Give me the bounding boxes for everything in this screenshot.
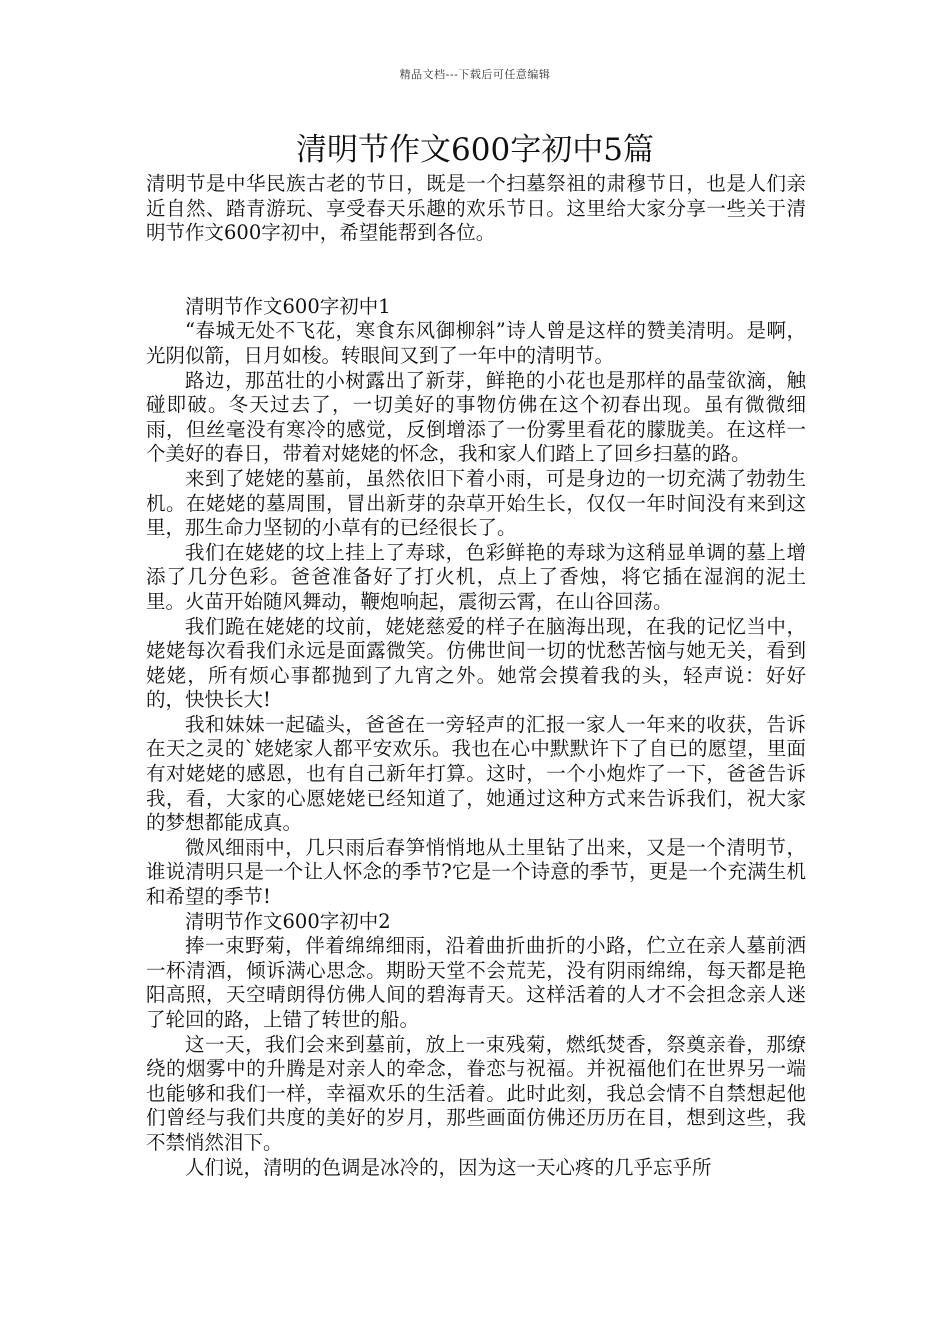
essay-2-paragraph: 人们说，清明的色调是冰冷的，因为这一天心疼的几乎忘乎所 xyxy=(185,1155,712,1179)
document-body xyxy=(146,172,806,1180)
section-gap xyxy=(146,246,806,295)
intro-paragraph: 清明节是中华民族古老的节日，既是一个扫墓祭祖的肃穆节日，也是人们亲近自然、踏青游玩、享受春天乐趣的欢乐节日。这里给大家分享一些关于清明节作文600字初中，希望能帮到各位。 xyxy=(146,172,806,245)
essay-1-paragraph: 微风细雨中，几只雨后春笋悄悄地从土里钻了出来，又是一个清明节，谁说清明只是一个让人怀念的季节?它是一个诗意的季节，更是一个充满生机和希望的季节! xyxy=(146,835,806,909)
essay-2-heading: 清明节作文600字初中2 xyxy=(185,909,391,933)
essay-1-paragraph: “春城无处不飞花，寒食东风御柳斜”诗人曾是这样的赞美清明。是啊，光阴似箭，日月如梭。转眼间又到了一年中的清明节。 xyxy=(146,319,806,367)
essay-1-paragraph: 来到了姥姥的墓前，虽然依旧下着小雨，可是身边的一切充满了勃勃生机。在姥姥的墓周围，冒出新芽的杂草开始生长，仅仅一年时间没有来到这里，那生命力坚韧的小草有的已经很长了。 xyxy=(146,466,806,540)
header-note: 精品文档---下载后可任意编辑 xyxy=(399,68,551,81)
essay-1-paragraph: 我们跪在姥姥的坟前，姥姥慈爱的样子在脑海出现，在我的记忆当中，姥姥每次看我们永远是面露微笑。仿佛世间一切的忧愁苦恼与她无关，看到姥姥，所有烦心事都抛到了九宵之外。她常会摸着我的头，轻声说：好好的，快快长大! xyxy=(146,614,806,712)
essay-2-paragraph: 这一天，我们会来到墓前，放上一束残菊，燃纸焚香，祭奠亲眷，那缭绕的烟雾中的升腾是对亲人的牵念，眷恋与祝福。并祝福他们在世界另一端也能够和我们一样，幸福欢乐的生活着。此时此刻，我总会情不自禁想起他们曾经与我们共度的美好的岁月，那些画面仿佛还历历在目，想到这些，我不禁悄然泪下。 xyxy=(146,1032,806,1154)
essay-1-paragraph: 路边，那茁壮的小树露出了新芽，鲜艳的小花也是那样的晶莹欲滴，触碰即破。冬天过去了，一切美好的事物仿佛在这个初春出现。虽有微微细雨，但丝毫没有寒冷的感觉，反倒增添了一份雾里看花的朦胧美。在这样一个美好的春日，带着对姥姥的怀念，我和家人们踏上了回乡扫墓的路。 xyxy=(146,368,806,466)
essay-1-heading: 清明节作文600字初中1 xyxy=(185,294,391,318)
document-title: 清明节作文600字初中5篇 xyxy=(296,132,654,168)
essay-1-paragraph: 我们在姥姥的坟上挂上了寿球，色彩鲜艳的寿球为这稍显单调的墓上增添了几分色彩。爸爸准备好了打火机，点上了香烛，将它插在湿润的泥土里。火苗开始随风舞动，鞭炮响起，震彻云霄，在山谷回荡。 xyxy=(146,540,806,613)
essay-1-paragraph: 我和妹妹一起磕头，爸爸在一旁轻声的汇报一家人一年来的收获，告诉在天之灵的`姥姥家人都平安欢乐。我也在心中默默许下了自已的愿望，里面有对姥姥的感恩，也有自己新年打算。这时，一个小炮炸了一下，爸爸告诉我，看，大家的心愿姥姥已经知道了，她通过这种方式来告诉我们，祝大家的梦想都能成真。 xyxy=(146,712,806,835)
essay-2-paragraph: 捧一束野菊，伴着绵绵细雨，沿着曲折曲折的小路，伫立在亲人墓前洒一杯清酒，倾诉满心思念。期盼天堂不会荒芜，没有阴雨绵绵，每天都是艳阳高照，天空晴朗得仿佛人间的碧海青天。这样活着的人才不会担念亲人迷了轮回的路，上错了转世的船。 xyxy=(146,934,806,1031)
